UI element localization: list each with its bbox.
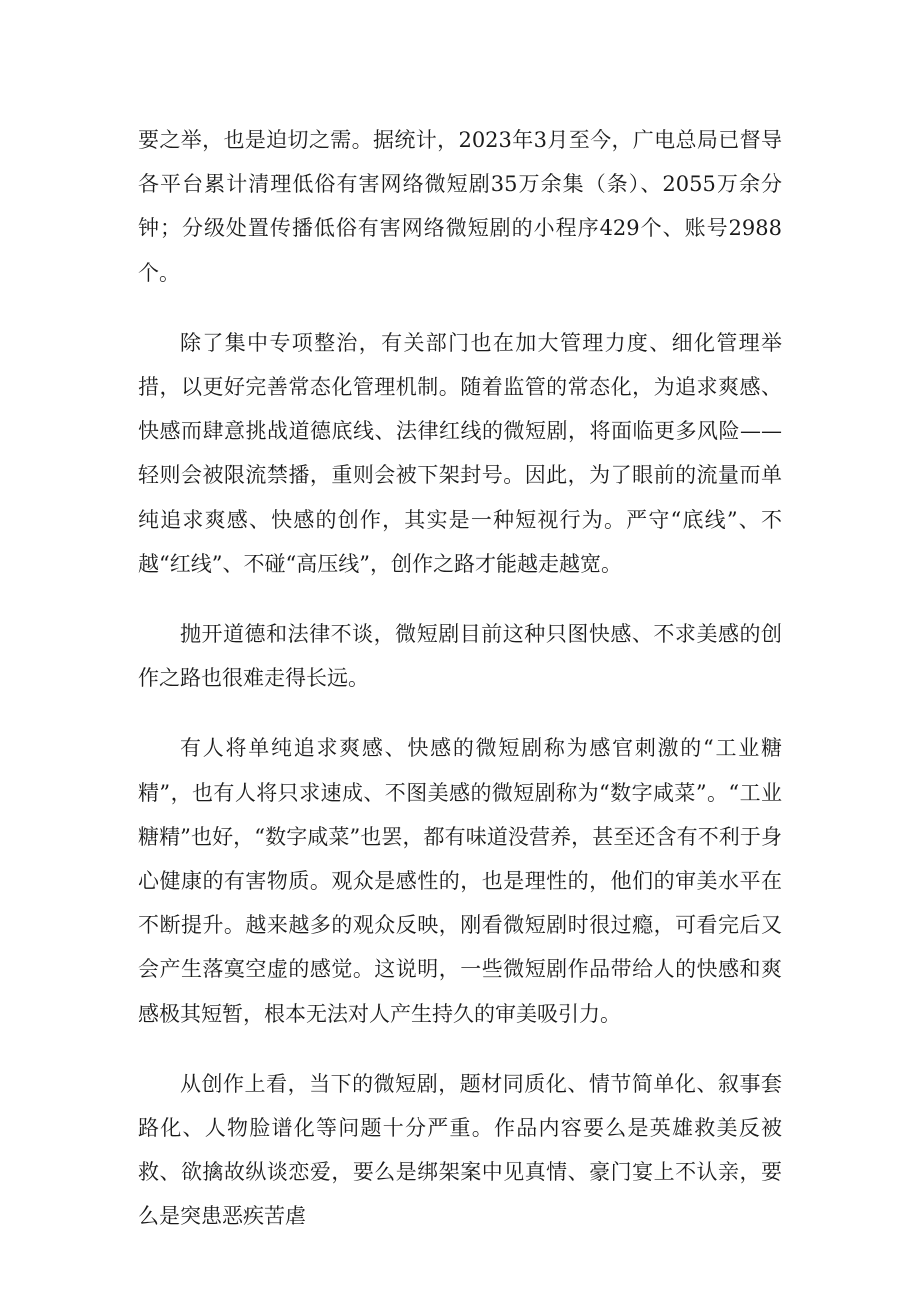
paragraph-1: 要之举，也是迫切之需。据统计，2023年3月至今，广电总局已督导各平台累计清理低俗有害网络微短剧35万余集（条）、2055万余分钟；分级处置传播低俗有害网络微短剧的小程序429个、账号2988个。 [138, 128, 782, 285]
paragraph-4: 有人将单纯追求爽感、快感的微短剧称为感官刺激的“工业糖精”，也有人将只求速成、不图美感的微短剧称为“数字咸菜”。“工业糖精”也好，“数字咸菜”也罢，都有味道没营养，甚至还含有不利于身心健康的有害物质。观众是感性的，也是理性的，他们的审美水平在不断提升。越来越多的观众反映，刚看微短剧时很过瘾，可看完后又会产生落寞空虚的感觉。这说明，一些微短剧作品带给人的快感和爽感极其短暂，根本无法对人产生持久的审美吸引力。 [138, 736, 782, 1026]
paragraph-2: 除了集中专项整治，有关部门也在加大管理力度、细化管理举措，以更好完善常态化管理机制。随着监管的常态化，为追求爽感、快感而肆意挑战道德底线、法律红线的微短剧，将面临更多风险——轻则会被限流禁播，重则会被下架封号。因此，为了眼前的流量而单纯追求爽感、快感的创作，其实是一种短视行为。严守“底线”、不越“红线”、不碰“高压线”，创作之路才能越走越宽。 [138, 330, 782, 576]
paragraph-5: 从创作上看，当下的微短剧，题材同质化、情节简单化、叙事套路化、人物脸谱化等问题十分严重。作品内容要么是英雄救美反被救、欲擒故纵谈恋爱，要么是绑架案中见真情、豪门宴上不认亲，要么是突患恶疾苦虐 [138, 1071, 782, 1229]
paragraph-3: 抛开道德和法律不谈，微短剧目前这种只图快感、不求美感的创作之路也很难走得长远。 [138, 622, 782, 691]
article-body [138, 118, 782, 1239]
